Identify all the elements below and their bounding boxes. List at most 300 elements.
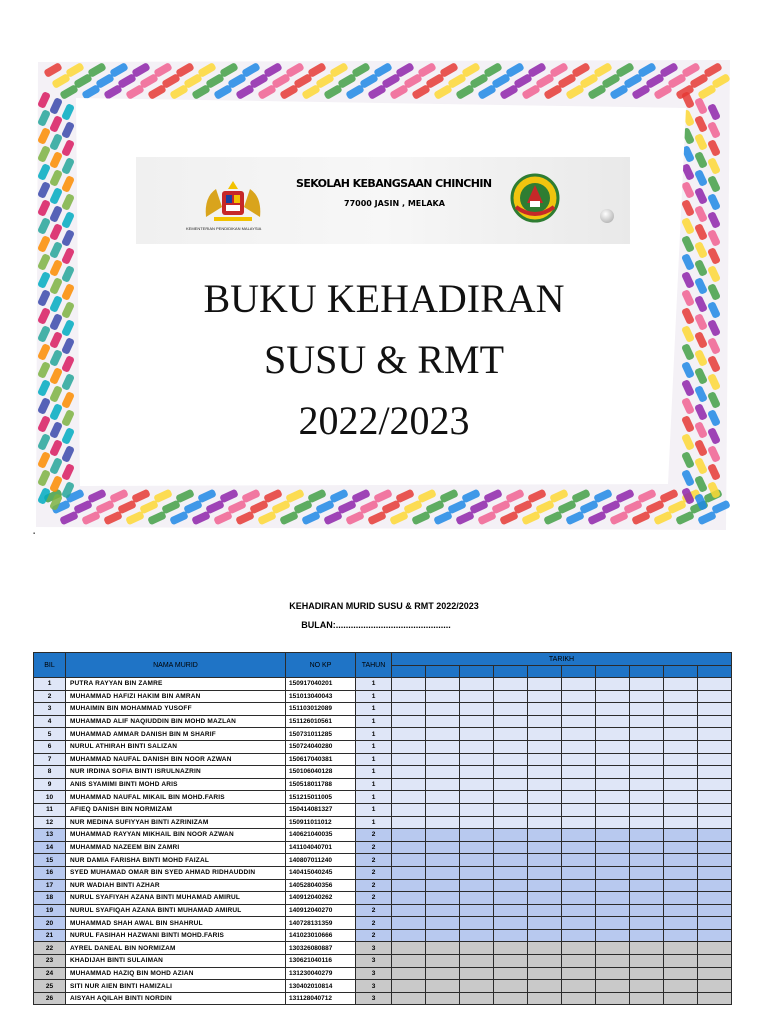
attendance-cell[interactable] xyxy=(426,917,460,930)
attendance-cell[interactable] xyxy=(494,816,528,829)
cell-nama-murid: NURUL SYAFIYAH AZANA BINTI MUHAMAD AMIRUL xyxy=(66,892,286,905)
attendance-cell[interactable] xyxy=(562,678,596,691)
attendance-cell[interactable] xyxy=(528,678,562,691)
attendance-cell[interactable] xyxy=(596,778,630,791)
attendance-cell[interactable] xyxy=(562,740,596,753)
cell-no-kp: 140528040356 xyxy=(286,879,356,892)
attendance-cell[interactable] xyxy=(664,753,698,766)
attendance-cell[interactable] xyxy=(426,766,460,779)
attendance-cell[interactable] xyxy=(494,753,528,766)
attendance-cell[interactable] xyxy=(596,753,630,766)
attendance-cell[interactable] xyxy=(528,904,562,917)
attendance-cell[interactable] xyxy=(494,980,528,993)
attendance-cell[interactable] xyxy=(460,992,494,1005)
cell-nama-murid: NURUL FASIHAH HAZWANI BINTI MOHD.FARIS xyxy=(66,929,286,942)
cell-nama-murid: PUTRA RAYYAN BIN ZAMRE xyxy=(66,678,286,691)
attendance-cell[interactable] xyxy=(630,803,664,816)
attendance-cell[interactable] xyxy=(664,766,698,779)
attendance-cell[interactable] xyxy=(596,690,630,703)
attendance-cell[interactable] xyxy=(426,778,460,791)
attendance-cell[interactable] xyxy=(562,791,596,804)
cell-tahun: 2 xyxy=(356,879,392,892)
cell-no-kp: 150106040128 xyxy=(286,766,356,779)
attendance-cell[interactable] xyxy=(630,778,664,791)
attendance-cell[interactable] xyxy=(392,690,426,703)
attendance-cell[interactable] xyxy=(528,829,562,842)
attendance-cell[interactable] xyxy=(630,980,664,993)
attendance-cell[interactable] xyxy=(698,728,732,741)
attendance-cell[interactable] xyxy=(528,778,562,791)
attendance-cell[interactable] xyxy=(596,728,630,741)
attendance-cell[interactable] xyxy=(596,829,630,842)
attendance-cell[interactable] xyxy=(698,715,732,728)
cell-bil: 22 xyxy=(34,942,66,955)
attendance-cell[interactable] xyxy=(664,778,698,791)
attendance-cell[interactable] xyxy=(562,703,596,716)
attendance-cell[interactable] xyxy=(528,942,562,955)
attendance-cell[interactable] xyxy=(426,690,460,703)
attendance-cell[interactable] xyxy=(630,791,664,804)
attendance-cell[interactable] xyxy=(596,791,630,804)
cell-no-kp: 140807011240 xyxy=(286,854,356,867)
attendance-cell[interactable] xyxy=(460,892,494,905)
attendance-cell[interactable] xyxy=(698,791,732,804)
attendance-cell[interactable] xyxy=(698,904,732,917)
attendance-cell[interactable] xyxy=(460,841,494,854)
cell-nama-murid: MUHAIMIN BIN MOHAMMAD YUSOFF xyxy=(66,703,286,716)
attendance-cell[interactable] xyxy=(494,917,528,930)
cell-no-kp: 140621040035 xyxy=(286,829,356,842)
attendance-cell[interactable] xyxy=(528,753,562,766)
cell-no-kp: 140728131359 xyxy=(286,917,356,930)
attendance-cell[interactable] xyxy=(698,854,732,867)
attendance-cell[interactable] xyxy=(494,728,528,741)
attendance-cell[interactable] xyxy=(596,992,630,1005)
cell-nama-murid: KHADIJAH BINTI SULAIMAN xyxy=(66,955,286,968)
attendance-cell[interactable] xyxy=(528,929,562,942)
attendance-cell[interactable] xyxy=(698,942,732,955)
table-row xyxy=(34,854,732,867)
attendance-cell[interactable] xyxy=(426,728,460,741)
cell-bil: 7 xyxy=(34,753,66,766)
attendance-cell[interactable] xyxy=(528,917,562,930)
attendance-cell[interactable] xyxy=(392,879,426,892)
attendance-cell[interactable] xyxy=(528,992,562,1005)
cell-bil: 14 xyxy=(34,841,66,854)
attendance-cell[interactable] xyxy=(630,929,664,942)
attendance-cell[interactable] xyxy=(460,854,494,867)
attendance-cell[interactable] xyxy=(698,816,732,829)
attendance-cell[interactable] xyxy=(494,766,528,779)
attendance-cell[interactable] xyxy=(392,854,426,867)
attendance-cell[interactable] xyxy=(392,703,426,716)
attendance-cell[interactable] xyxy=(426,866,460,879)
attendance-cell[interactable] xyxy=(630,904,664,917)
cell-tahun: 1 xyxy=(356,728,392,741)
attendance-cell[interactable] xyxy=(596,955,630,968)
attendance-cell[interactable] xyxy=(392,841,426,854)
table-row xyxy=(34,892,732,905)
header-bil: BIL xyxy=(34,653,66,678)
attendance-cell[interactable] xyxy=(392,791,426,804)
attendance-cell[interactable] xyxy=(698,980,732,993)
attendance-cell[interactable] xyxy=(596,678,630,691)
attendance-cell[interactable] xyxy=(528,841,562,854)
cell-nama-murid: SITI NUR AIEN BINTI HAMIZALI xyxy=(66,980,286,993)
cell-bil: 17 xyxy=(34,879,66,892)
attendance-cell[interactable] xyxy=(596,841,630,854)
attendance-cell[interactable] xyxy=(562,854,596,867)
attendance-cell[interactable] xyxy=(528,703,562,716)
attendance-cell[interactable] xyxy=(596,879,630,892)
attendance-cell[interactable] xyxy=(664,879,698,892)
attendance-cell[interactable] xyxy=(562,992,596,1005)
cell-no-kp: 141104040701 xyxy=(286,841,356,854)
attendance-cell[interactable] xyxy=(698,803,732,816)
attendance-cell[interactable] xyxy=(698,766,732,779)
attendance-cell[interactable] xyxy=(392,917,426,930)
attendance-cell[interactable] xyxy=(392,753,426,766)
attendance-cell[interactable] xyxy=(562,829,596,842)
attendance-cell[interactable] xyxy=(392,992,426,1005)
attendance-cell[interactable] xyxy=(630,766,664,779)
cell-nama-murid: MUHAMMAD AMMAR DANISH BIN M SHARIF xyxy=(66,728,286,741)
attendance-cell[interactable] xyxy=(392,980,426,993)
attendance-cell[interactable] xyxy=(494,992,528,1005)
attendance-cell[interactable] xyxy=(426,980,460,993)
attendance-cell[interactable] xyxy=(460,766,494,779)
attendance-cell[interactable] xyxy=(698,703,732,716)
attendance-cell[interactable] xyxy=(562,980,596,993)
attendance-cell[interactable] xyxy=(664,803,698,816)
attendance-cell[interactable] xyxy=(392,967,426,980)
attendance-cell[interactable] xyxy=(494,703,528,716)
attendance-cell[interactable] xyxy=(698,879,732,892)
attendance-cell[interactable] xyxy=(562,816,596,829)
attendance-cell[interactable] xyxy=(426,841,460,854)
attendance-cell[interactable] xyxy=(562,917,596,930)
cell-bil: 8 xyxy=(34,766,66,779)
attendance-cell[interactable] xyxy=(392,803,426,816)
attendance-cell[interactable] xyxy=(460,816,494,829)
attendance-cell[interactable] xyxy=(698,929,732,942)
attendance-cell[interactable] xyxy=(562,942,596,955)
attendance-cell[interactable] xyxy=(392,955,426,968)
attendance-cell[interactable] xyxy=(460,778,494,791)
cover-title-line-1: BUKU KEHADIRAN xyxy=(203,276,565,321)
cell-no-kp: 150617040381 xyxy=(286,753,356,766)
attendance-cell[interactable] xyxy=(460,980,494,993)
attendance-cell[interactable] xyxy=(426,803,460,816)
attendance-cell[interactable] xyxy=(698,740,732,753)
attendance-cell[interactable] xyxy=(562,778,596,791)
attendance-cell[interactable] xyxy=(596,980,630,993)
attendance-cell[interactable] xyxy=(698,690,732,703)
attendance-cell[interactable] xyxy=(426,955,460,968)
attendance-cell[interactable] xyxy=(460,917,494,930)
attendance-cell[interactable] xyxy=(630,715,664,728)
attendance-cell[interactable] xyxy=(698,892,732,905)
attendance-cell[interactable] xyxy=(494,879,528,892)
attendance-cell[interactable] xyxy=(392,816,426,829)
attendance-cell[interactable] xyxy=(596,904,630,917)
attendance-cell[interactable] xyxy=(426,929,460,942)
attendance-cell[interactable] xyxy=(494,942,528,955)
attendance-cell[interactable] xyxy=(596,942,630,955)
attendance-cell[interactable] xyxy=(664,740,698,753)
attendance-cell[interactable] xyxy=(494,678,528,691)
attendance-cell[interactable] xyxy=(528,803,562,816)
attendance-cell[interactable] xyxy=(494,967,528,980)
attendance-cell[interactable] xyxy=(562,904,596,917)
attendance-cell[interactable] xyxy=(494,778,528,791)
attendance-cell[interactable] xyxy=(460,866,494,879)
attendance-cell[interactable] xyxy=(596,929,630,942)
cell-no-kp: 130402010814 xyxy=(286,980,356,993)
attendance-cell[interactable] xyxy=(460,753,494,766)
attendance-cell[interactable] xyxy=(392,942,426,955)
attendance-cell[interactable] xyxy=(528,791,562,804)
attendance-cell[interactable] xyxy=(664,904,698,917)
cell-no-kp: 141023010666 xyxy=(286,929,356,942)
attendance-cell[interactable] xyxy=(528,866,562,879)
attendance-cell[interactable] xyxy=(460,955,494,968)
attendance-cell[interactable] xyxy=(426,816,460,829)
attendance-cell[interactable] xyxy=(528,955,562,968)
attendance-cell[interactable] xyxy=(392,904,426,917)
attendance-cell[interactable] xyxy=(664,917,698,930)
attendance-cell[interactable] xyxy=(562,841,596,854)
attendance-cell[interactable] xyxy=(426,829,460,842)
attendance-cell[interactable] xyxy=(494,791,528,804)
attendance-cell[interactable] xyxy=(426,715,460,728)
attendance-cell[interactable] xyxy=(596,854,630,867)
attendance-cell[interactable] xyxy=(562,728,596,741)
attendance-cell[interactable] xyxy=(460,829,494,842)
attendance-cell[interactable] xyxy=(392,728,426,741)
attendance-cell[interactable] xyxy=(630,816,664,829)
attendance-cell[interactable] xyxy=(392,678,426,691)
attendance-cell[interactable] xyxy=(460,803,494,816)
attendance-cell[interactable] xyxy=(392,740,426,753)
attendance-cell[interactable] xyxy=(528,879,562,892)
attendance-cell[interactable] xyxy=(562,766,596,779)
attendance-cell[interactable] xyxy=(630,967,664,980)
attendance-cell[interactable] xyxy=(630,892,664,905)
attendance-cell[interactable] xyxy=(596,715,630,728)
attendance-cell[interactable] xyxy=(664,791,698,804)
attendance-cell[interactable] xyxy=(562,803,596,816)
attendance-cell[interactable] xyxy=(494,690,528,703)
attendance-cell[interactable] xyxy=(460,942,494,955)
attendance-cell[interactable] xyxy=(698,678,732,691)
attendance-cell[interactable] xyxy=(664,703,698,716)
attendance-cell[interactable] xyxy=(664,715,698,728)
attendance-cell[interactable] xyxy=(562,892,596,905)
attendance-cell[interactable] xyxy=(460,967,494,980)
cell-tahun: 1 xyxy=(356,753,392,766)
attendance-cell[interactable] xyxy=(630,992,664,1005)
attendance-cell[interactable] xyxy=(392,778,426,791)
attendance-cell[interactable] xyxy=(426,892,460,905)
attendance-cell[interactable] xyxy=(562,967,596,980)
attendance-cell[interactable] xyxy=(528,854,562,867)
attendance-cell[interactable] xyxy=(392,866,426,879)
attendance-cell[interactable] xyxy=(630,728,664,741)
attendance-cell[interactable] xyxy=(460,703,494,716)
attendance-cell[interactable] xyxy=(426,854,460,867)
attendance-cell[interactable] xyxy=(596,803,630,816)
attendance-cell[interactable] xyxy=(664,678,698,691)
attendance-cell[interactable] xyxy=(494,929,528,942)
attendance-cell[interactable] xyxy=(630,753,664,766)
attendance-cell[interactable] xyxy=(630,854,664,867)
attendance-cell[interactable] xyxy=(596,892,630,905)
attendance-cell[interactable] xyxy=(630,942,664,955)
cell-bil: 3 xyxy=(34,703,66,716)
attendance-cell[interactable] xyxy=(528,967,562,980)
attendance-cell[interactable] xyxy=(664,854,698,867)
attendance-cell[interactable] xyxy=(630,703,664,716)
attendance-cell[interactable] xyxy=(392,715,426,728)
attendance-cell[interactable] xyxy=(630,955,664,968)
attendance-cell[interactable] xyxy=(528,690,562,703)
cell-nama-murid: NURUL ATHIRAH BINTI SALIZAN xyxy=(66,740,286,753)
attendance-cell[interactable] xyxy=(664,992,698,1005)
attendance-cell[interactable] xyxy=(562,929,596,942)
attendance-cell[interactable] xyxy=(596,766,630,779)
attendance-cell[interactable] xyxy=(494,803,528,816)
attendance-cell[interactable] xyxy=(494,715,528,728)
attendance-cell[interactable] xyxy=(664,929,698,942)
attendance-cell[interactable] xyxy=(426,740,460,753)
attendance-cell[interactable] xyxy=(562,866,596,879)
attendance-cell[interactable] xyxy=(630,829,664,842)
attendance-cell[interactable] xyxy=(528,715,562,728)
attendance-cell[interactable] xyxy=(664,829,698,842)
attendance-cell[interactable] xyxy=(664,967,698,980)
attendance-cell[interactable] xyxy=(664,942,698,955)
attendance-cell[interactable] xyxy=(562,715,596,728)
attendance-cell[interactable] xyxy=(494,829,528,842)
attendance-cell[interactable] xyxy=(630,841,664,854)
attendance-cell[interactable] xyxy=(664,728,698,741)
attendance-cell[interactable] xyxy=(426,942,460,955)
attendance-cell[interactable] xyxy=(562,879,596,892)
attendance-cell[interactable] xyxy=(630,690,664,703)
school-name: SEKOLAH KEBANGSAAN CHINCHIN xyxy=(296,177,492,190)
attendance-cell[interactable] xyxy=(426,967,460,980)
attendance-cell[interactable] xyxy=(664,841,698,854)
attendance-cell[interactable] xyxy=(630,678,664,691)
attendance-cell[interactable] xyxy=(664,866,698,879)
attendance-cell[interactable] xyxy=(460,929,494,942)
attendance-cell[interactable] xyxy=(664,816,698,829)
attendance-cell[interactable] xyxy=(698,841,732,854)
attendance-cell[interactable] xyxy=(596,816,630,829)
attendance-cell[interactable] xyxy=(426,678,460,691)
attendance-cell[interactable] xyxy=(494,955,528,968)
cell-tahun: 2 xyxy=(356,841,392,854)
attendance-cell[interactable] xyxy=(460,728,494,741)
attendance-cell[interactable] xyxy=(494,841,528,854)
attendance-cell[interactable] xyxy=(460,879,494,892)
cell-nama-murid: MUHAMMAD NAUFAL DANISH BIN NOOR AZWAN xyxy=(66,753,286,766)
attendance-cell[interactable] xyxy=(596,703,630,716)
attendance-cell[interactable] xyxy=(460,904,494,917)
cell-bil: 4 xyxy=(34,715,66,728)
cell-no-kp: 140912040270 xyxy=(286,904,356,917)
attendance-cell[interactable] xyxy=(494,866,528,879)
attendance-cell[interactable] xyxy=(528,766,562,779)
attendance-cell[interactable] xyxy=(460,740,494,753)
attendance-cell[interactable] xyxy=(698,917,732,930)
attendance-cell[interactable] xyxy=(528,980,562,993)
attendance-cell[interactable] xyxy=(460,678,494,691)
cell-no-kp: 130326080887 xyxy=(286,942,356,955)
attendance-cell[interactable] xyxy=(494,904,528,917)
attendance-cell[interactable] xyxy=(494,892,528,905)
attendance-cell[interactable] xyxy=(426,753,460,766)
attendance-cell[interactable] xyxy=(664,955,698,968)
attendance-cell[interactable] xyxy=(698,753,732,766)
attendance-cell[interactable] xyxy=(528,728,562,741)
attendance-cell[interactable] xyxy=(698,866,732,879)
attendance-cell[interactable] xyxy=(426,703,460,716)
attendance-cell[interactable] xyxy=(664,690,698,703)
attendance-cell[interactable] xyxy=(426,791,460,804)
attendance-cell[interactable] xyxy=(664,892,698,905)
attendance-cell[interactable] xyxy=(392,892,426,905)
attendance-cell[interactable] xyxy=(494,740,528,753)
attendance-cell[interactable] xyxy=(528,892,562,905)
attendance-cell[interactable] xyxy=(698,829,732,842)
attendance-cell[interactable] xyxy=(596,967,630,980)
attendance-cell[interactable] xyxy=(528,816,562,829)
attendance-cell[interactable] xyxy=(698,992,732,1005)
attendance-cell[interactable] xyxy=(426,879,460,892)
attendance-cell[interactable] xyxy=(392,766,426,779)
attendance-cell[interactable] xyxy=(460,791,494,804)
attendance-cell[interactable] xyxy=(630,917,664,930)
attendance-cell[interactable] xyxy=(460,690,494,703)
cell-nama-murid: MUHAMMAD HAZIQ BIN MOHD AZIAN xyxy=(66,967,286,980)
attendance-cell[interactable] xyxy=(698,967,732,980)
attendance-cell[interactable] xyxy=(392,929,426,942)
attendance-cell[interactable] xyxy=(426,904,460,917)
cell-nama-murid: AISYAH AQILAH BINTI NORDIN xyxy=(66,992,286,1005)
attendance-cell[interactable] xyxy=(562,690,596,703)
attendance-cell[interactable] xyxy=(528,740,562,753)
attendance-cell[interactable] xyxy=(698,955,732,968)
attendance-cell[interactable] xyxy=(596,866,630,879)
attendance-cell[interactable] xyxy=(630,740,664,753)
attendance-cell[interactable] xyxy=(562,955,596,968)
attendance-cell[interactable] xyxy=(392,829,426,842)
attendance-cell[interactable] xyxy=(596,917,630,930)
table-row xyxy=(34,841,732,854)
attendance-cell[interactable] xyxy=(562,753,596,766)
attendance-cell[interactable] xyxy=(664,980,698,993)
attendance-cell[interactable] xyxy=(596,740,630,753)
attendance-cell[interactable] xyxy=(494,854,528,867)
attendance-cell[interactable] xyxy=(630,879,664,892)
attendance-cell[interactable] xyxy=(698,778,732,791)
attendance-cell[interactable] xyxy=(426,992,460,1005)
cell-bil: 6 xyxy=(34,740,66,753)
attendance-cell[interactable] xyxy=(630,866,664,879)
attendance-cell[interactable] xyxy=(460,715,494,728)
